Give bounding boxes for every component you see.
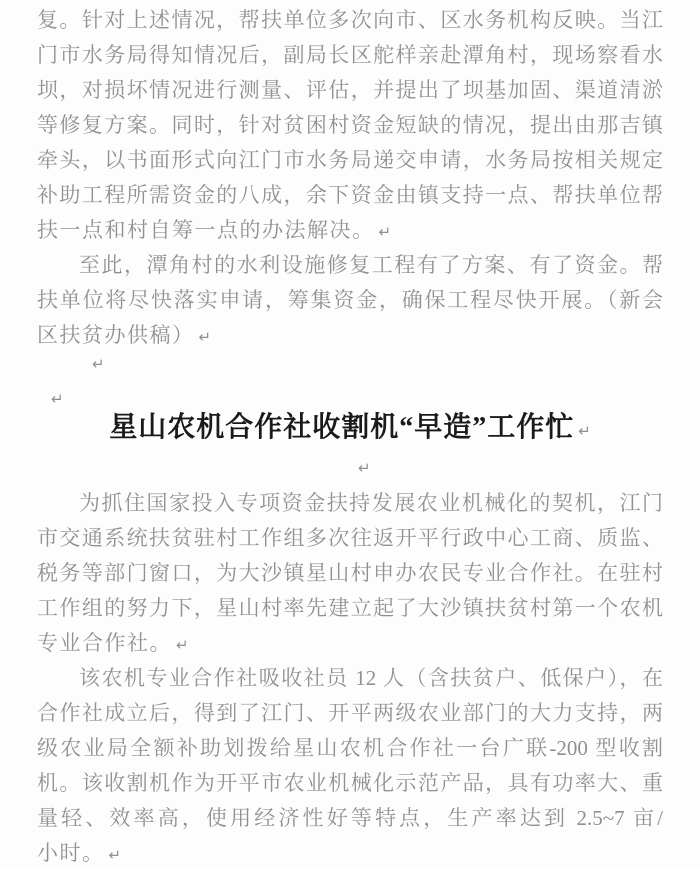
text-line: 机。该收割机作为开平市农业机械化示范产品，具有功率大、重 [37,771,663,795]
text-line-content: 小时。 [37,841,105,865]
text-line: 量轻、效率高，使用经济性好等特点，生产率达到 2.5~7 亩/ [37,806,663,830]
text-line [37,836,663,869]
article-2-title [0,408,700,451]
paragraph-mark-icon: ↵ [51,390,64,408]
text-line: 坝，对损坏情况进行测量、评估，并提出了坝基加固、渠道清淤 [37,78,663,102]
text-line: 市交通系统扶贫驻村工作组多次往返开平行政中心工商、质监、 [37,526,663,550]
text-line: 门市水务局得知情况后，副局长区舵样亲赴潭角村，现场察看水 [37,43,663,67]
paragraph-mark-icon: ↵ [358,459,371,477]
text-line: 扶单位将尽快落实申请，筹集资金，确保工程尽快开展。（新会 [37,288,663,312]
article-2-body [37,486,663,869]
text-line [37,626,663,661]
text-line-content: 专业合作社。 [37,631,172,655]
paragraph-mark-icon: ↵ [92,355,105,373]
paragraph-mark-icon: ↵ [578,422,591,440]
text-line: 该农机专业合作社吸收社员 12 人（含扶贫户、低保户），在 [79,666,663,690]
text-line: 补助工程所需资金的八成，余下资金由镇支持一点、帮扶单位帮 [37,183,663,207]
text-line: 税务等部门窗口，为大沙镇星山村申办农民专业合作社。在驻村 [37,561,663,585]
paragraph-mark-icon: ↵ [198,328,212,346]
text-line-content: 区扶贫办供稿） [37,323,195,347]
article-1-body [37,3,663,353]
text-line: 级农业局全额补助划拨给星山农机合作社一台广联-200 型收割 [37,736,663,760]
text-line: 为抓住国家投入专项资金扶持发展农业机械化的契机，江门 [79,491,663,515]
text-line: 复。针对上述情况，帮扶单位多次向市、区水务机构反映。当江 [37,8,663,32]
text-line: 至此，潭角村的水利设施修复工程有了方案、有了资金。帮 [79,253,663,277]
text-line [37,318,663,353]
text-line: 牵头，以书面形式向江门市水务局递交申请，水务局按相关规定 [37,148,663,172]
article-2-title-text: 星山农机合作社收割机“早造”工作忙 [109,412,575,443]
text-line [37,213,663,248]
paragraph-mark-icon: ↵ [378,223,392,241]
text-line: 合作社成立后，得到了江门、开平两级农业部门的大力支持，两 [37,701,663,725]
text-line-content: 扶一点和村自筹一点的办法解决。 [37,218,375,242]
text-line: 等修复方案。同时，针对贫困村资金短缺的情况，提出由那吉镇 [37,113,663,137]
paragraph-mark-icon: ↵ [176,636,189,654]
paragraph-mark-icon: ↵ [108,846,122,864]
text-line: 工作组的努力下，星山村率先建立起了大沙镇扶贫村第一个农机 [37,596,663,620]
